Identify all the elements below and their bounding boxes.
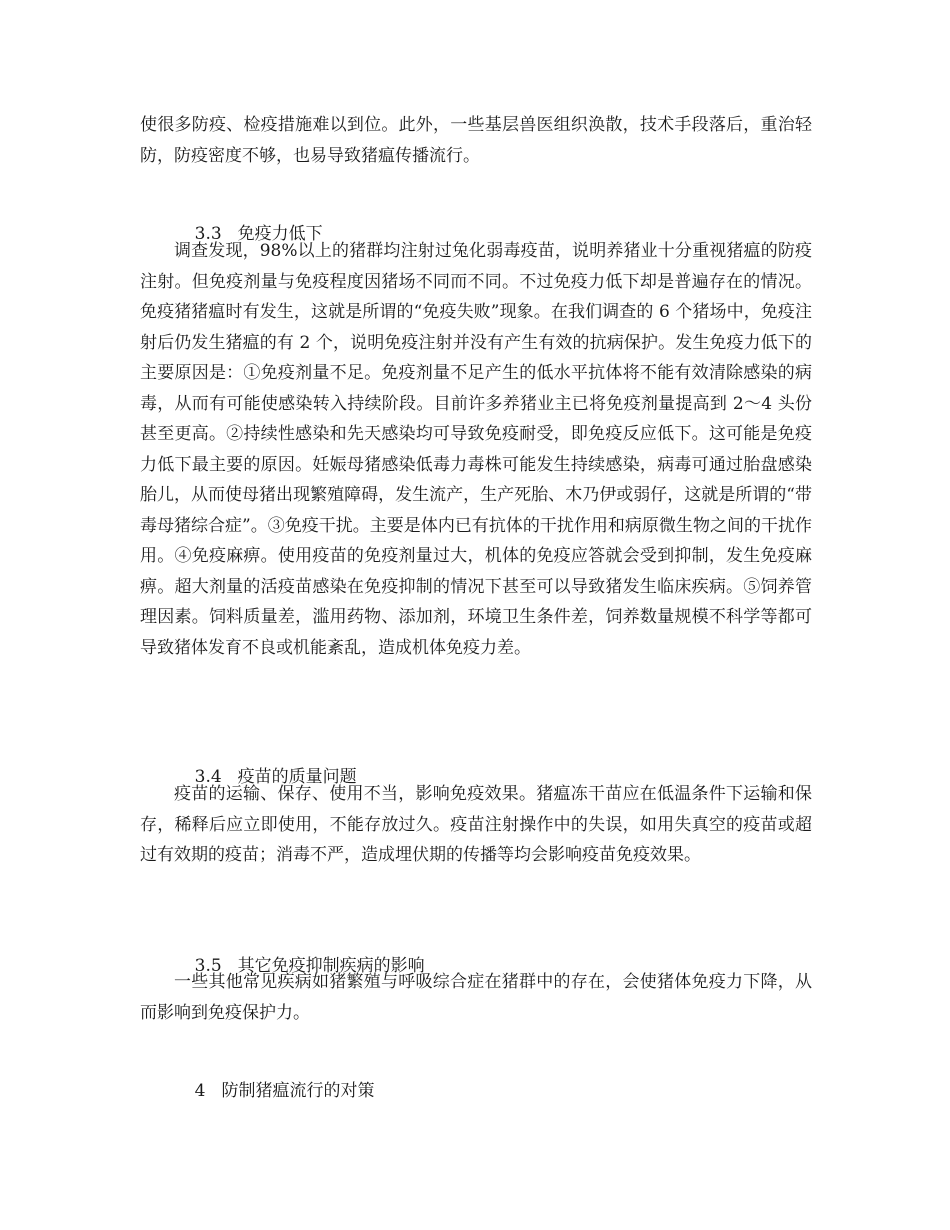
section-number: 4 — [194, 1081, 206, 1101]
section-title: 免疫力低下 — [237, 224, 323, 244]
section-heading-4 — [173, 1046, 374, 1136]
paragraph-continued: 使很多防疫、检疫措施难以到位。此外，一些基层兽医组织涣散，技术手段落后，重治轻防，防疫密度不够，也易导致猪瘟传播流行。 — [140, 115, 812, 166]
paragraph-other-diseases: 一些其他常见疾病如猪繁殖与呼吸综合症在猪群中的存在，会使猪体免疫力下降，从而影响到免疫保护力。 — [140, 972, 812, 1023]
paragraph-immunity: 调查发现，98%以上的猪群均注射过兔化弱毒疫苗，说明养猪业十分重视猪瘟的防疫注射。但免疫剂量与免疫程度因猪场不同而不同。不过免疫力低下却是普遍存在的情况。免疫猪猪瘟时有发生，这就是所谓的“免疫失败”现象。在我们调查的 6 个猪场中，免疫注射后仍发生猪瘟的有 2 个，说明免疫注射并没有产生有效的抗病保护。发生免疫力低下的主要原因是：①免疫剂量不足。免疫剂量不足产生的低水平抗体将不能有效清除感染的病毒，从而有可能使感染转入持续阶段。目前许多养猪业主已将免疫剂量提高到 2～4 头份甚至更高。②持续性感染和先天感染均可导致免疫耐受，即免疫反应低下。这可能是免疫力低下最主要的原因。妊娠母猪感染低毒力毒株可能发生持续感染，病毒可通过胎盘感染胎儿，从而使母猪出现繁殖障碍，发生流产，生产死胎、木乃伊或弱仔，这就是所谓的“带毒母猪综合症”。③免疫干扰。主要是体内已有抗体的干扰作用和病原微生物之间的干扰作用。④免疫麻痹。使用疫苗的免疫剂量过大，机体的免疫应答就会受到抑制，发生免疫麻痹。超大剂量的活疫苗感染在免疫抑制的情况下甚至可以导致猪发生临床疾病。⑤饲养管理因素。饲料质量差，滥用药物、添加剂，环境卫生条件差，饲养数量规模不科学等都可导致猪体发育不良或机能紊乱，造成机体免疫力差。 — [140, 241, 812, 658]
section-title: 防制猪瘟流行的对策 — [221, 1081, 375, 1101]
paragraph-vaccine-quality: 疫苗的运输、保存、使用不当，影响免疫效果。猪瘟冻干苗应在低温条件下运输和保存，稀释后应立即使用，不能存放过久。疫苗注射操作中的失误，如用失真空的疫苗或超过有效期的疫苗；消毒不严，造成埋伏期的传播等均会影响疫苗免疫效果。 — [140, 784, 812, 865]
section-title: 疫苗的质量问题 — [237, 767, 357, 787]
section-number: 3.4 — [194, 767, 222, 787]
section-title: 其它免疫抑制疾病的影响 — [237, 956, 425, 976]
section-number: 3.5 — [194, 956, 222, 976]
section-number: 3.3 — [194, 224, 222, 244]
